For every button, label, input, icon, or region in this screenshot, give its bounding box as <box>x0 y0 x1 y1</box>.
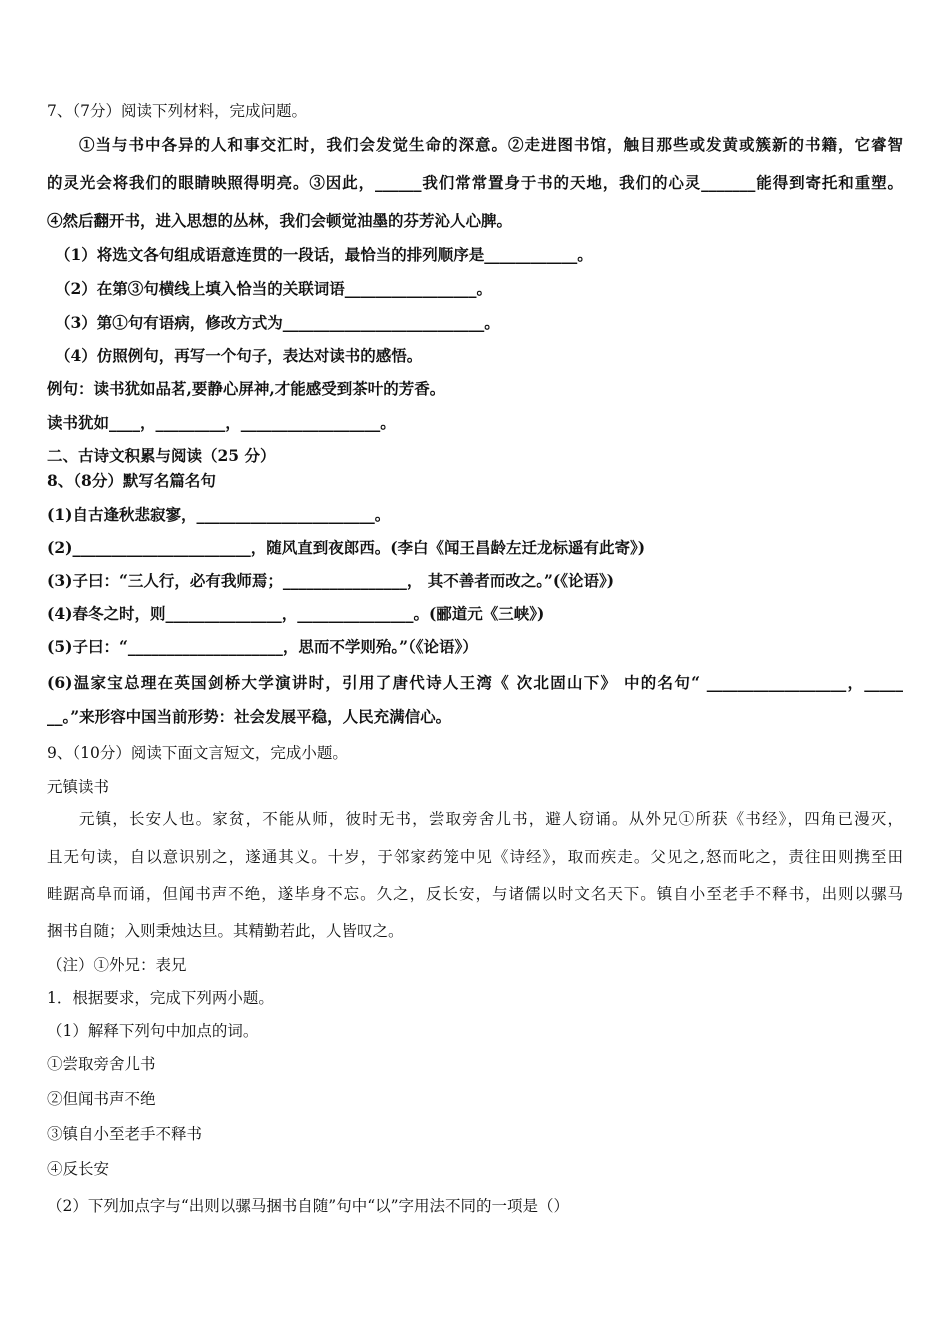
passage-note: （注）①外兄：表兄 <box>47 956 187 974</box>
q7-paragraph-line: 的灵光会将我们的眼睛映照得明亮。③因此，______我们常常置身于书的天地，我们的心灵_______能得到寄托和重塑。 <box>47 173 903 192</box>
word-item: ③镇自小至老手不释书 <box>47 1125 203 1143</box>
q7-paragraph-line: ④然后翻开书，进入思想的丛林，我们会顿觉油墨的芬芳沁人心脾。 <box>47 211 513 230</box>
q7-subquestion: （1）将选文各句组成语意连贯的一段话，最恰当的排列顺序是____________。 <box>55 245 593 264</box>
passage-title: 元镇读书 <box>47 778 110 796</box>
q7-subquestion: （2）在第③句横线上填入恰当的关联词语_________________。 <box>55 279 493 298</box>
q8-item: (3)子曰：“三人行，必有我师焉；________________， 其不善者而改之。”(《论语》) <box>47 571 615 590</box>
q8-item: (6)温家宝总理在英国剑桥大学演讲时，引用了唐代诗人王湾《 次北固山下》 中的名句“ __________________，_____ <box>47 673 903 692</box>
q7-subquestion: （3）第①句有语病，修改方式为__________________________。 <box>55 313 500 332</box>
q7-answer-template: 读书犹如____，_________，__________________。 <box>47 413 396 432</box>
q7-paragraph-line: ①当与书中各异的人和事交汇时，我们会发觉生命的深意。②走进图书馆，触目那些或发黄或簇新的书籍，它睿智 <box>79 135 903 154</box>
q9-subquestion: （2）下列加点字与“出则以骡马捆书自随”句中“以”字用法不同的一项是（） <box>47 1197 570 1215</box>
section-heading: 二、古诗文积累与阅读（25 分） <box>47 446 276 465</box>
q9-heading: 9、（10分）阅读下面文言短文，完成小题。 <box>47 744 348 762</box>
q9-subquestion: 1．根据要求，完成下列两小题。 <box>47 989 274 1007</box>
q7-example: 例句：读书犹如品茗,要静心屏神,才能感受到茶叶的芳香。 <box>47 379 446 398</box>
passage-line: 畦踞高阜而诵，但闻书声不绝，遂毕身不忘。久之，反长安，与诸儒以时文名天下。镇自小至老手不释书，出则以骡马 <box>47 885 903 903</box>
q8-item: (1)自古逢秋悲寂寥，_______________________。 <box>47 505 391 524</box>
q8-item-continuation: __。”来形容中国当前形势：社会发展平稳，人民充满信心。 <box>47 707 452 726</box>
passage-line: 元镇，长安人也。家贫，不能从师，彼时无书，尝取旁舍儿书，避人窃诵。从外兄①所获《书经》，四角已漫灭， <box>79 810 903 828</box>
q9-subquestion: （1）解释下列句中加点的词。 <box>47 1022 259 1040</box>
passage-line: 且无句读，自以意识别之，遂通其义。十岁，于邻家药笼中见《诗经》，取而疾走。父见之,怒而叱之，责往田则携至田 <box>47 848 903 866</box>
q7-heading: 7、（7分）阅读下列材料，完成问题。 <box>47 102 307 120</box>
q7-subquestion: （4）仿照例句，再写一个句子，表达对读书的感悟。 <box>55 346 423 365</box>
word-item: ④反长安 <box>47 1160 110 1178</box>
q8-item: (5)子曰：“____________________，思而不学则殆。”（《论语》） <box>47 637 478 656</box>
q8-item: (4)春冬之时，则_______________，_______________。(郦道元《三峡》) <box>47 604 545 623</box>
word-item: ②但闻书声不绝 <box>47 1090 156 1108</box>
word-item: ①尝取旁舍儿书 <box>47 1055 156 1073</box>
q8-heading: 8、（8分）默写名篇名句 <box>47 471 216 490</box>
passage-line: 捆书自随；入则秉烛达旦。其精勤若此，人皆叹之。 <box>47 922 404 940</box>
q8-item: (2)_______________________，随风直到夜郎西。(李白《闻王昌龄左迁龙标遥有此寄》) <box>47 538 646 557</box>
